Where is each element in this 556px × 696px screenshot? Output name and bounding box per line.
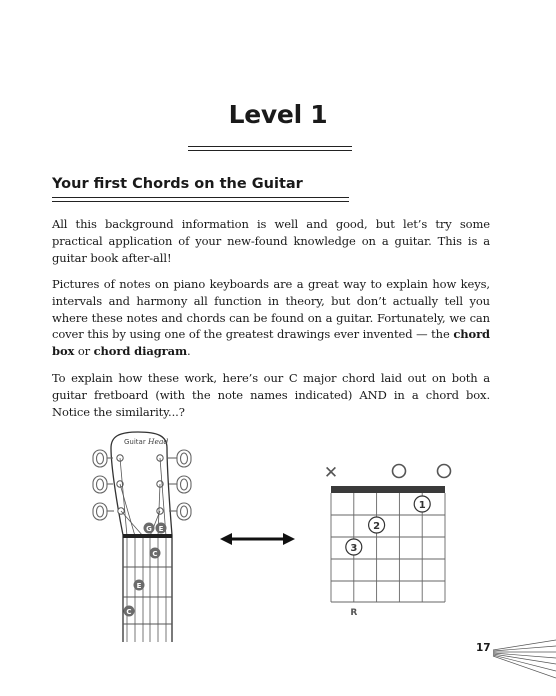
svg-text:C: C bbox=[152, 550, 158, 558]
note-marker bbox=[144, 523, 155, 534]
finger-dot bbox=[414, 496, 430, 512]
section-title: Your first Chords on the Guitar bbox=[52, 176, 303, 192]
svg-text:1: 1 bbox=[418, 500, 426, 511]
svg-text:G: G bbox=[146, 525, 152, 533]
paragraph-2-or: or bbox=[74, 344, 94, 359]
double-arrow-icon bbox=[220, 533, 295, 545]
paragraph-3: To explain how these work, here’s our C major chord laid out on both a guitar fretboard (with the note names indicated) AND in a chord box. Notice the similarity...? bbox=[52, 371, 490, 419]
page-number: 17 bbox=[476, 642, 491, 654]
paragraph-2-end: . bbox=[187, 344, 191, 359]
svg-text:3: 3 bbox=[350, 543, 358, 554]
open-string-icon bbox=[393, 465, 406, 478]
term-chord-diagram: chord diagram bbox=[93, 344, 188, 359]
page-corner-lines bbox=[493, 640, 556, 678]
term-chord-box: chord box bbox=[52, 327, 490, 359]
chord-box bbox=[324, 463, 451, 618]
finger-dot bbox=[346, 539, 362, 555]
root-label: R bbox=[350, 608, 358, 618]
note-marker bbox=[134, 580, 145, 591]
chapter-heading: Level 1 bbox=[228, 100, 328, 129]
note-marker bbox=[124, 606, 135, 617]
svg-text:2: 2 bbox=[373, 521, 381, 532]
paragraph-2-text: Pictures of notes on piano keyboards are a great way to explain how keys, intervals and harmony all function in theory, but don’t actually tell you where these notes and chords can be found on a guitar. Fortunately, we can cover this by using one of the greatest drawings ever invented — the bbox=[52, 277, 490, 342]
svg-text:E: E bbox=[136, 582, 142, 590]
svg-text:E: E bbox=[158, 525, 164, 533]
note-marker bbox=[150, 548, 161, 559]
svg-text:C: C bbox=[126, 608, 132, 616]
muted-string-icon: ✕ bbox=[323, 463, 339, 483]
note-marker bbox=[156, 523, 167, 534]
open-string-icon bbox=[438, 465, 451, 478]
finger-dot bbox=[369, 517, 385, 533]
guitar-headstock bbox=[93, 432, 191, 642]
paragraph-1: All this background information is well and good, but let’s try some practical application of your new-found knowledge on a guitar. This is a guitar book after-all! bbox=[52, 217, 490, 265]
headstock-brand-script: Head bbox=[148, 437, 169, 446]
headstock-brand: Guitar bbox=[124, 438, 146, 446]
